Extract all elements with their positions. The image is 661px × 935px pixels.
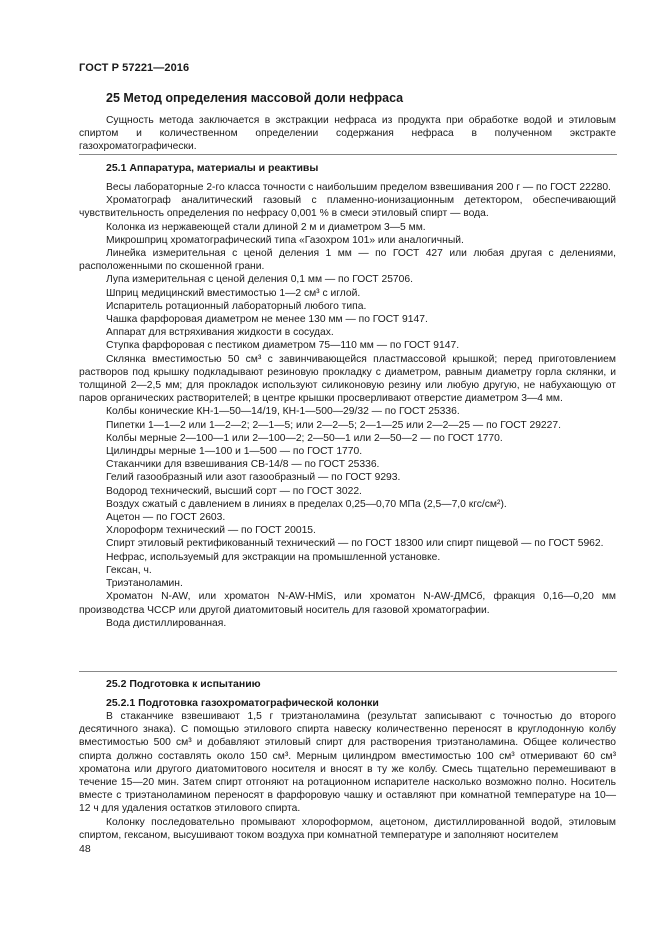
list-item: Склянка вместимостью 50 см³ с завинчивающейся пластмассовой крышкой; перед приготовлением растворов под крышку подкладывают резиновую прокладку с диаметром, равным диаметру горла склянки, и толщиной 2—2,5 мм; для прокладок используют силиконовую резину или любую другую, не набухающую от паров органических растворителей; в центре крышки просверливают отверстие диаметром 3—4 мм. bbox=[79, 353, 616, 405]
list-item: Колбы мерные 2—100—1 или 2—100—2; 2—50—1 или 2—50—2 — по ГОСТ 1770. bbox=[106, 432, 503, 444]
subsection-title-25-2-1: 25.2.1 Подготовка газохроматографической колонки bbox=[106, 697, 379, 709]
list-item: Воздух сжатый с давлением в линиях в пределах 0,25—0,70 МПа (2,5—7,0 кгс/см²). bbox=[106, 498, 507, 510]
list-item: Хроматон N-AW, или хроматон N-AW-HMiS, или хроматон N-AW-ДМСб, фракция 0,16—0,20 мм производства ЧССР или другой диатомитовый носитель для газовой хроматографии. bbox=[79, 591, 616, 616]
list-item: Аппарат для встряхивания жидкости в сосудах. bbox=[106, 327, 334, 339]
list-item: Лупа измерительная с ценой деления 0,1 мм — по ГОСТ 25706. bbox=[106, 274, 413, 286]
section-title: 25 Метод определения массовой доли нефраса bbox=[106, 91, 404, 105]
list-item: Стаканчики для взвешивания СВ-14/8 — по ГОСТ 25336. bbox=[106, 459, 380, 471]
list-item: Водород технический, высший сорт — по ГОСТ 3022. bbox=[106, 485, 362, 497]
list-item: Весы лабораторные 2-го класса точности с наибольшим пределом взвешивания 200 г — по ГОСТ 22280. bbox=[106, 182, 611, 193]
list-item: Линейка измерительная с ценой деления 1 мм — по ГОСТ 427 или любая другая с делениями, расположенными по скошенной грани. bbox=[79, 248, 616, 273]
list-item: Микрошприц хроматографический типа «Газохром 101» или аналогичный. bbox=[106, 234, 464, 246]
list-item: Колонка из нержавеющей стали длиной 2 м и диаметром 3—5 мм. bbox=[106, 221, 426, 233]
list-item: Спирт этиловый ректификованный технический — по ГОСТ 18300 или спирт пищевой — по ГОСТ 5962. bbox=[106, 538, 604, 550]
list-item: Колбы конические КН-1—50—14/19, КН-1—500—29/32 — по ГОСТ 25336. bbox=[106, 406, 460, 418]
subsection-title-25-1: 25.1 Аппаратура, материалы и реактивы bbox=[106, 162, 319, 174]
section-divider bbox=[79, 154, 617, 155]
list-item: Пипетки 1—1—2 или 1—2—2; 2—1—5; или 2—2—5; 2—1—25 или 2—2—25 — по ГОСТ 29227. bbox=[106, 419, 561, 431]
list-item: Ацетон — по ГОСТ 2603. bbox=[106, 512, 226, 524]
subsection-title-25-2: 25.2 Подготовка к испытанию bbox=[106, 678, 261, 690]
list-item: Нефрас, используемый для экстракции на промышленной установке. bbox=[106, 551, 441, 563]
section-intro: Сущность метода заключается в экстракции нефраса из продукта при обработке водой и этиловым спиртом и количественном определении содержания нефраса в полученном экстракте газохроматографически. bbox=[79, 115, 616, 153]
page-number: 48 bbox=[79, 843, 91, 855]
list-item: Хлороформ технический — по ГОСТ 20015. bbox=[106, 525, 316, 537]
list-item: Гелий газообразный или азот газообразный — по ГОСТ 9293. bbox=[106, 472, 401, 484]
paragraph: Колонку последовательно промывают хлороформом, ацетоном, дистиллированной водой, этиловым спиртом, гексаном, высушивают током воздуха при комнатной температуре и заполняют носителем bbox=[79, 816, 616, 841]
list-item: Вода дистиллированная. bbox=[106, 617, 227, 629]
section-intro-block bbox=[79, 114, 616, 154]
list-item: Шприц медицинский вместимостью 1—2 см³ с иглой. bbox=[106, 287, 361, 299]
list-item: Цилиндры мерные 1—100 и 1—500 — по ГОСТ 1770. bbox=[106, 446, 363, 458]
standard-header: ГОСТ Р 57221—2016 bbox=[79, 62, 190, 74]
list-item: Ступка фарфоровая с пестиком диаметром 75—110 мм — по ГОСТ 9147. bbox=[106, 340, 460, 352]
section-divider bbox=[79, 671, 617, 672]
list-item: Чашка фарфоровая диаметром не менее 130 мм — по ГОСТ 9147. bbox=[106, 314, 428, 326]
list-item: Триэтаноламин. bbox=[106, 578, 183, 590]
paragraph: В стаканчике взвешивают 1,5 г триэтаноламина (результат записывают с точностью до второго десятичного знака). С помощью этилового спирта навеску количественно переносят в круглодонную колбу вместимостью 500 см³ и добавляют этиловый спирт для растворения триэтаноламина. Общее количество спирта должно составлять около 150 см³. Мерным цилиндром вместимостью 100 см³ отмеривают 60 см³ хроматона или другого диатомитового носителя и вносят в ту же колбу. Смесь тщательно перемешивают в течение 15—20 мин. Затем спирт отгоняют на ротационном испарителе насколько возможно полно. Носитель вместе с триэтаноламином переносят в фарфоровую чашку и оставляют при комнатной температуре на 10—12 ч для удаления остатков этилового спирта. bbox=[79, 711, 616, 815]
list-item: Хроматограф аналитический газовый с пламенно-ионизационным детектором, обеспечивающий чувствительность определения по нефрасу 0,001 % в смеси этиловый спирт — вода. bbox=[79, 195, 616, 220]
list-item: Гексан, ч. bbox=[106, 564, 152, 576]
column-preparation-text bbox=[79, 710, 616, 842]
equipment-list bbox=[79, 181, 616, 630]
list-item: Испаритель ротационный лабораторный любого типа. bbox=[106, 300, 367, 312]
